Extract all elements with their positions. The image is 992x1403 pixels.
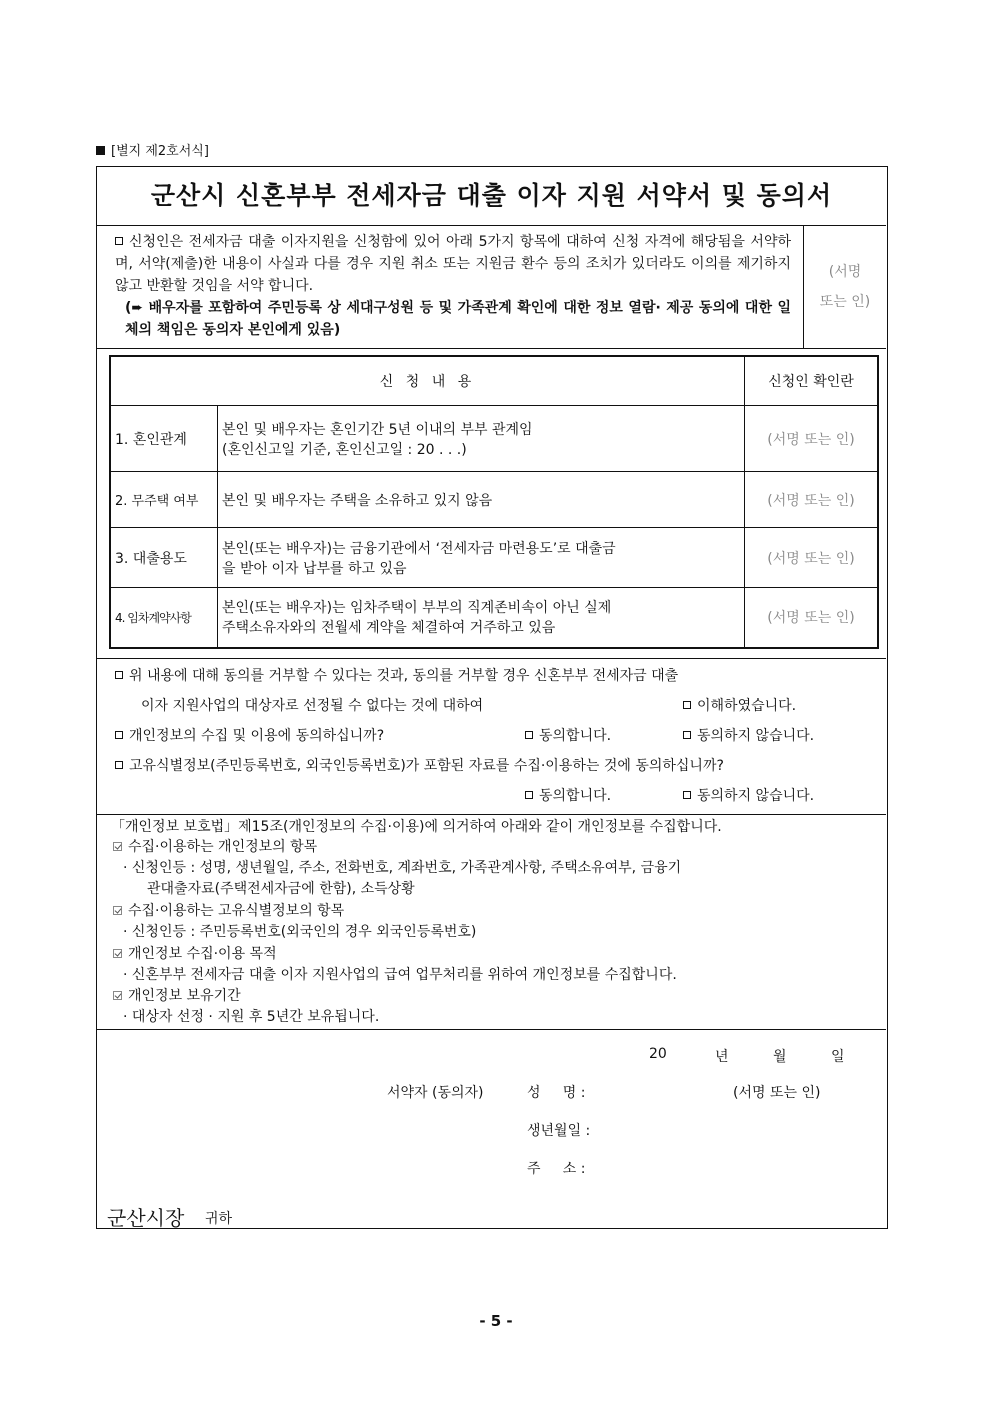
checkbox-icon[interactable]	[683, 701, 691, 709]
application-items-table	[109, 355, 879, 649]
checkbox-icon[interactable]	[683, 791, 691, 799]
check-icon	[113, 949, 122, 958]
checkbox-icon[interactable]	[525, 731, 533, 739]
checkbox-icon	[115, 671, 123, 679]
square-bullet-icon	[96, 146, 105, 155]
signature-area	[97, 1030, 886, 1228]
checkbox-icon[interactable]	[525, 791, 533, 799]
row-label: 1. 혼인관계	[110, 406, 218, 472]
checkbox-icon	[115, 731, 123, 739]
date-year-prefix: 20	[649, 1046, 667, 1062]
table-row	[110, 588, 878, 648]
understood-option[interactable]: 이해하였습니다.	[683, 695, 796, 715]
pledge-section	[97, 225, 804, 349]
table-row	[110, 406, 878, 472]
table-header	[110, 356, 878, 406]
check-icon	[113, 906, 122, 915]
checkbox-icon[interactable]	[683, 731, 691, 739]
recipient-suffix: 귀하	[205, 1211, 233, 1227]
header-confirm: 신청인 확인란	[745, 356, 879, 406]
row-sign[interactable]: (서명 또는 인)	[745, 472, 879, 528]
row-content: 본인(또는 배우자)는 금융기관에서 ‘전세자금 마련용도’로 대출금 을 받아 이자 납부를 하고 있음	[218, 528, 745, 588]
dob-label: 생년월일 :	[527, 1123, 591, 1139]
name-label: 성 명 :	[527, 1085, 586, 1101]
row-sign[interactable]: (서명 또는 인)	[745, 406, 879, 472]
name-sign-hint[interactable]: (서명 또는 인)	[733, 1085, 821, 1101]
privacy-notice: 「개인정보 보호법」제15조(개인정보의 수집·이용)에 의거하여 아래와 같이 개인정보를 수집합니다. 수집·이용하는 개인정보의 항목 · 신청인등 : 성명, 생년월일, 주소, 전화번호, 계좌번호, 가족관계사항, 주택소유여부, 금융기 관대출자료(주택전세자금에 한함), 소득상황 수집·이용하는 고유식별정보의 항목 · 신청인등 : 주민등록번호(외국인의 경우 외국인등록번호) 개인정보 수집·이용 목적 · 신혼부부 전세자금 대출 이자 지원사업의 급여 업무처리를 위하여 개인정보를 수집합니다. 개인정보 보유기간 · 대상자 선정 · 지원 후 5년간 보유됩니다.	[97, 815, 886, 1030]
agree-option-1[interactable]: 동의합니다.	[525, 725, 611, 745]
date-year: 년	[715, 1049, 729, 1065]
pledge-form	[96, 166, 888, 1229]
row-content: 본인(또는 배우자)는 임차주택이 부부의 직계존비속이 아닌 실제 주택소유자와의 전월세 계약을 체결하여 거주하고 있음	[218, 588, 745, 648]
table-row	[110, 472, 878, 528]
pledge-text: 신청인은 전세자금 대출 이자지원을 신청함에 있어 아래 5가지 항목에 대하여 신청 자격에 해당됨을 서약하며, 서약(제출)한 내용이 사실과 다를 경우 지원 취소 또는 지원금 환수 등의 조치가 있더라도 이의를 제기하지 않고 반환할 것임을 서약 합니다.	[115, 234, 791, 294]
row-sign[interactable]: (서명 또는 인)	[745, 528, 879, 588]
row-content: 본인 및 배우자는 주택을 소유하고 있지 않음	[218, 472, 745, 528]
checkbox-icon	[115, 237, 123, 245]
check-icon	[113, 842, 122, 851]
row-label: 2. 무주택 여부	[110, 472, 218, 528]
form-title: 군산시 신혼부부 전세자금 대출 이자 지원 서약서 및 동의서	[97, 167, 886, 226]
recipient: 군산시장	[107, 1206, 185, 1230]
check-icon	[113, 991, 122, 1000]
consent-section: 위 내용에 대해 동의를 거부할 수 있다는 것과, 동의를 거부할 경우 신혼부부 전세자금 대출 이자 지원사업의 대상자로 선정될 수 없다는 것에 대하여 이해하였습니다. 개인정보의 수집 및 이용에 동의하십니까? 동의합니다. 동의하지 않습니다. 고유식별정보(주민등록번호, 외국인등록번호)가 포함된 자료를 수집·이용하는 것에 동의하십니까? 동의합니다. 동의하지 않습니다.	[97, 658, 886, 815]
page-number: - 5 -	[479, 1312, 513, 1330]
disagree-option-2[interactable]: 동의하지 않습니다.	[683, 785, 814, 805]
pledge-note: (➨ 배우자를 포함하여 주민등록 상 세대구성원 등 및 가족관계 확인에 대한 정보 열람· 제공 동의에 대한 일체의 책임은 동의자 본인에게 있음)	[125, 300, 791, 338]
date-day: 일	[831, 1049, 845, 1065]
form-label: [별지 제2호서식]	[96, 140, 209, 159]
date-month: 월	[773, 1049, 787, 1065]
row-sign[interactable]: (서명 또는 인)	[745, 588, 879, 648]
pledge-sign-box[interactable]: (서명 또는 인)	[804, 225, 886, 349]
address-label: 주 소 :	[527, 1161, 586, 1177]
header-content: 신 청 내 용	[110, 356, 745, 406]
row-content: 본인 및 배우자는 혼인기간 5년 이내의 부부 관계임 (혼인신고일 기준, 혼인신고일 : 20 . . .)	[218, 406, 745, 472]
disagree-option-1[interactable]: 동의하지 않습니다.	[683, 725, 814, 745]
row-label: 4. 임차계약사항	[110, 588, 218, 648]
table-row	[110, 528, 878, 588]
agree-option-2[interactable]: 동의합니다.	[525, 785, 611, 805]
row-label: 3. 대출용도	[110, 528, 218, 588]
signer-label: 서약자 (동의자)	[387, 1085, 484, 1101]
checkbox-icon	[115, 761, 123, 769]
